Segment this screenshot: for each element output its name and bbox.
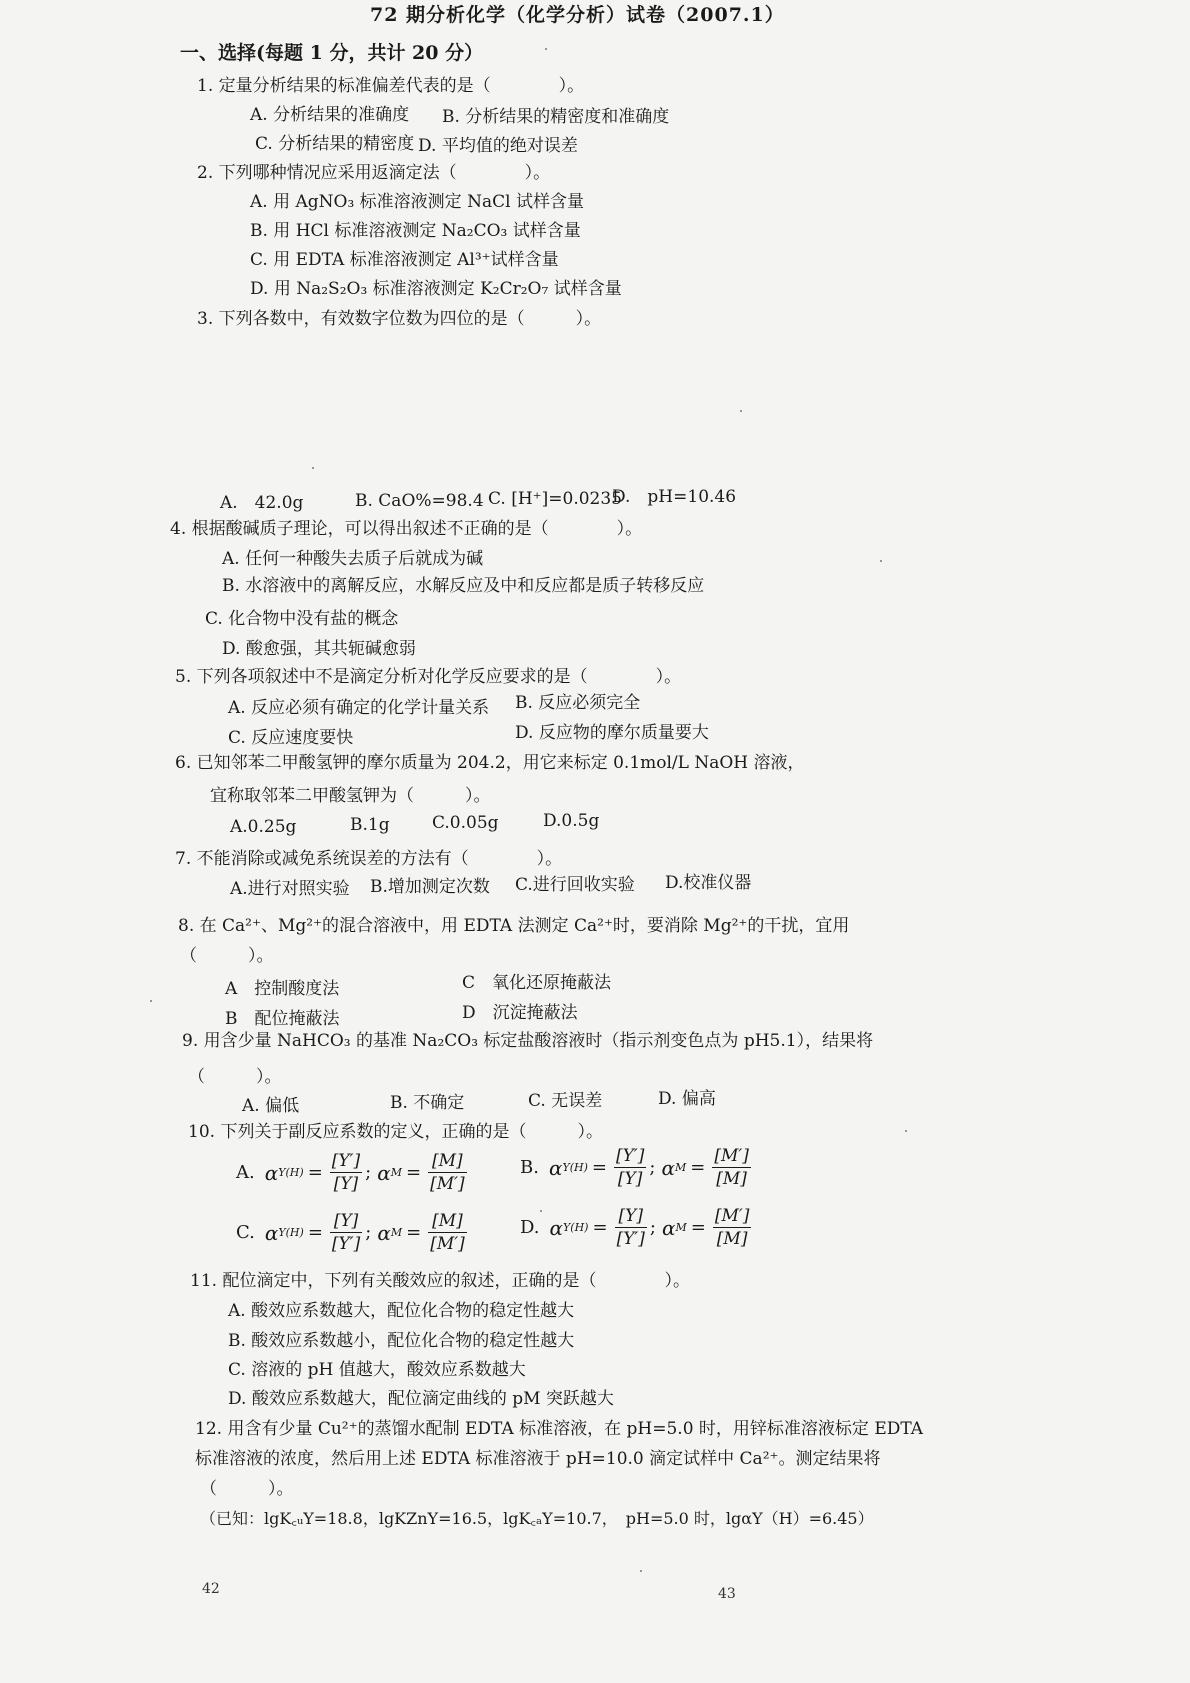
semicolon: ;	[649, 1157, 656, 1178]
alpha-subscript: M	[390, 1226, 403, 1239]
alpha-symbol: α	[661, 1155, 675, 1180]
q6-option-a: A.0.25g	[230, 817, 297, 837]
q6-option-d: D.0.5g	[543, 811, 600, 831]
semicolon: ;	[365, 1162, 372, 1183]
semicolon: ;	[365, 1222, 372, 1243]
equals-sign: =	[406, 1222, 422, 1243]
q2-stem: 2. 下列哪种情况应采用返滴定法（ ）。	[197, 163, 551, 183]
scan-speck	[150, 1000, 152, 1002]
q10-option-c-label: C.	[236, 1222, 255, 1243]
q9-stem-line2: （ ）。	[188, 1067, 282, 1087]
q12-stem-line2: 标准溶液的浓度，然后用上述 EDTA 标准溶液于 pH=10.0 滴定试样中 Ca²⁺。测定结果将	[195, 1449, 881, 1469]
alpha-symbol: α	[264, 1160, 279, 1185]
alpha-subscript: M	[674, 1161, 687, 1174]
q8-option-a: A 控制酸度法	[225, 979, 340, 999]
q4-option-d: D. 酸愈强，其共轭碱愈弱	[222, 639, 416, 659]
fraction	[614, 1145, 646, 1190]
q7-stem: 7. 不能消除或减免系统误差的方法有（ ）。	[175, 849, 563, 869]
q1-option-c: C. 分析结果的精密度	[255, 134, 415, 154]
q7-option-b: B.增加测定次数	[370, 877, 490, 897]
q2-option-c: C. 用 EDTA 标准溶液测定 Al³⁺试样含量	[250, 250, 559, 270]
q10-option-d	[520, 1205, 754, 1250]
q10-option-b	[520, 1145, 754, 1190]
equals-sign: =	[406, 1162, 422, 1183]
alpha-subscript: Y(H)	[278, 1166, 304, 1179]
q7-option-a: A.进行对照实验	[230, 879, 350, 899]
fraction-numerator: [Y′]	[616, 1146, 645, 1166]
fraction-numerator: [Y′]	[331, 1151, 361, 1171]
q1-stem: 1. 定量分析结果的标准偏差代表的是（ ）。	[197, 76, 585, 96]
fraction-numerator: [M]	[428, 1210, 467, 1233]
alpha-symbol: α	[548, 1155, 563, 1180]
q3-stem: 3. 下列各数中，有效数字位数为四位的是（ ）。	[197, 309, 602, 329]
q7-option-d: D.校准仪器	[665, 873, 752, 893]
fraction-numerator: [M]	[428, 1150, 467, 1173]
exam-title: 72 期分析化学（化学分析）试卷（2007.1）	[370, 4, 785, 26]
q1-option-d: D. 平均值的绝对误差	[418, 136, 578, 156]
alpha-subscript: Y(H)	[278, 1226, 304, 1239]
q10-option-a-label: A.	[236, 1162, 255, 1183]
q1-option-b: B. 分析结果的精密度和准确度	[442, 107, 670, 127]
q12-stem: 12. 用含有少量 Cu²⁺的蒸馏水配制 EDTA 标准溶液，在 pH=5.0 时，用锌标准溶液标定 EDTA	[195, 1419, 924, 1439]
fraction-numerator: [Y]	[330, 1210, 362, 1233]
q8-option-b: B 配位掩蔽法	[225, 1009, 340, 1029]
q6-stem: 6. 已知邻苯二甲酸氢钾的摩尔质量为 204.2，用它来标定 0.1mol/L NaOH 溶液，	[175, 753, 805, 773]
q3-option-b: B. CaO%=98.4	[355, 491, 484, 511]
q7-option-c: C.进行回收实验	[515, 875, 635, 895]
q10-option-a	[236, 1150, 470, 1195]
q5-stem: 5. 下列各项叙述中不是滴定分析对化学反应要求的是（ ）。	[175, 667, 682, 687]
q3-option-c: C. [H⁺]=0.0235	[488, 489, 622, 509]
q9-option-d: D. 偏高	[658, 1089, 716, 1109]
q6-option-b: B.1g	[350, 815, 390, 835]
scan-speck	[640, 1570, 642, 1572]
q10-option-b-label: B.	[520, 1157, 539, 1178]
fraction-denominator: [M′]	[430, 1234, 465, 1254]
q12-given-constants: （已知：lgK꜀ᵤY=18.8，lgKZnY=16.5，lgK꜀ₐY=10.7， pH=5.0 时，lgαY（H）=6.45）	[200, 1509, 874, 1528]
fraction-denominator: [Y′]	[616, 1229, 645, 1249]
scan-speck	[312, 467, 314, 469]
scan-speck	[545, 48, 547, 50]
q5-option-a: A. 反应必须有确定的化学计量关系	[228, 698, 490, 718]
semicolon: ;	[649, 1217, 656, 1238]
q10-option-d-label: D.	[520, 1217, 540, 1238]
equals-sign: =	[307, 1222, 323, 1243]
fraction-numerator: [Y]	[615, 1205, 647, 1228]
equals-sign: =	[592, 1217, 608, 1238]
page-number-left: 42	[202, 1581, 220, 1597]
q11-option-d: D. 酸效应系数越大，配位滴定曲线的 pM 突跃越大	[228, 1389, 614, 1409]
fraction	[615, 1205, 647, 1250]
fraction-denominator: [Y′]	[331, 1234, 361, 1254]
q11-option-a: A. 酸效应系数越大，配位化合物的稳定性越大	[228, 1301, 575, 1321]
q5-option-c: C. 反应速度要快	[228, 728, 354, 748]
scan-speck	[880, 560, 882, 562]
q4-option-c: C. 化合物中没有盐的概念	[205, 609, 399, 629]
page-number-right: 43	[718, 1586, 736, 1602]
section-heading: 一、选择(每题 1 分，共计 20 分）	[180, 42, 484, 64]
q9-option-c: C. 无误差	[528, 1091, 603, 1111]
scan-speck	[740, 410, 742, 412]
fraction-denominator: [M]	[716, 1169, 747, 1189]
equals-sign: =	[690, 1217, 706, 1238]
q8-option-c: C 氧化还原掩蔽法	[462, 973, 612, 993]
alpha-subscript: Y(H)	[562, 1161, 588, 1174]
q9-option-a: A. 偏低	[242, 1096, 300, 1116]
alpha-subscript: Y(H)	[563, 1221, 589, 1234]
alpha-subscript: M	[390, 1166, 402, 1179]
q5-option-d: D. 反应物的摩尔质量要大	[515, 723, 709, 743]
q10-option-c	[236, 1210, 470, 1255]
fraction-denominator: [M]	[716, 1229, 748, 1249]
q12-stem-line3: （ ）。	[200, 1479, 294, 1499]
fraction	[330, 1210, 362, 1255]
q9-stem: 9. 用含少量 NaHCO₃ 的基准 Na₂CO₃ 标定盐酸溶液时（指示剂变色点为 pH5.1），结果将	[182, 1031, 874, 1051]
fraction	[330, 1150, 362, 1195]
fraction-numerator: [M′]	[714, 1146, 749, 1166]
alpha-subscript: M	[675, 1221, 687, 1234]
fraction-denominator: [Y]	[617, 1169, 643, 1189]
equals-sign: =	[307, 1162, 323, 1183]
fraction-denominator: [M′]	[430, 1174, 465, 1194]
alpha-symbol: α	[264, 1220, 279, 1245]
q11-stem: 11. 配位滴定中，下列有关酸效应的叙述，正确的是（ ）。	[190, 1271, 690, 1291]
q4-option-a: A. 任何一种酸失去质子后就成为碱	[222, 549, 484, 569]
q8-stem-line2: （ ）。	[180, 946, 274, 966]
fraction	[428, 1150, 467, 1195]
q6-option-c: C.0.05g	[432, 813, 499, 833]
q2-option-d: D. 用 Na₂S₂O₃ 标准溶液测定 K₂Cr₂O₇ 试样含量	[250, 279, 622, 299]
q2-option-a: A. 用 AgNO₃ 标准溶液测定 NaCl 试样含量	[250, 192, 584, 212]
fraction	[713, 1205, 752, 1250]
scan-speck	[905, 1130, 907, 1132]
alpha-symbol: α	[549, 1215, 564, 1240]
q8-stem: 8. 在 Ca²⁺、Mg²⁺的混合溶液中，用 EDTA 法测定 Ca²⁺时，要消除 Mg²⁺的干扰，宜用	[178, 916, 850, 936]
q10-stem: 10. 下列关于副反应系数的定义，正确的是（ ）。	[188, 1122, 603, 1142]
alpha-symbol: α	[662, 1215, 676, 1240]
q11-option-b: B. 酸效应系数越小，配位化合物的稳定性越大	[228, 1331, 575, 1351]
fraction-numerator: [M′]	[714, 1206, 750, 1226]
q5-option-b: B. 反应必须完全	[515, 693, 641, 713]
equals-sign: =	[690, 1157, 706, 1178]
q3-option-d: D. pH=10.46	[612, 487, 737, 507]
q9-option-b: B. 不确定	[390, 1093, 465, 1113]
q6-stem-line2: 宜称取邻苯二甲酸氢钾为（ ）。	[210, 786, 491, 806]
q8-option-d: D 沉淀掩蔽法	[462, 1003, 578, 1023]
alpha-symbol: α	[377, 1160, 391, 1185]
alpha-symbol: α	[377, 1220, 391, 1245]
q3-option-a: A. 42.0g	[220, 493, 304, 513]
q2-option-b: B. 用 HCl 标准溶液测定 Na₂CO₃ 试样含量	[250, 221, 581, 241]
scan-speck	[540, 1210, 542, 1212]
q11-option-c: C. 溶液的 pH 值越大，酸效应系数越大	[228, 1360, 526, 1380]
fraction	[712, 1145, 751, 1190]
fraction-denominator: [Y]	[333, 1174, 359, 1194]
q4-option-b: B. 水溶液中的离解反应，水解反应及中和反应都是质子转移反应	[222, 576, 705, 596]
q4-stem: 4. 根据酸碱质子理论，可以得出叙述不正确的是（ ）。	[170, 519, 643, 539]
equals-sign: =	[591, 1157, 607, 1178]
q1-option-a: A. 分析结果的准确度	[250, 105, 410, 125]
fraction	[428, 1210, 467, 1255]
